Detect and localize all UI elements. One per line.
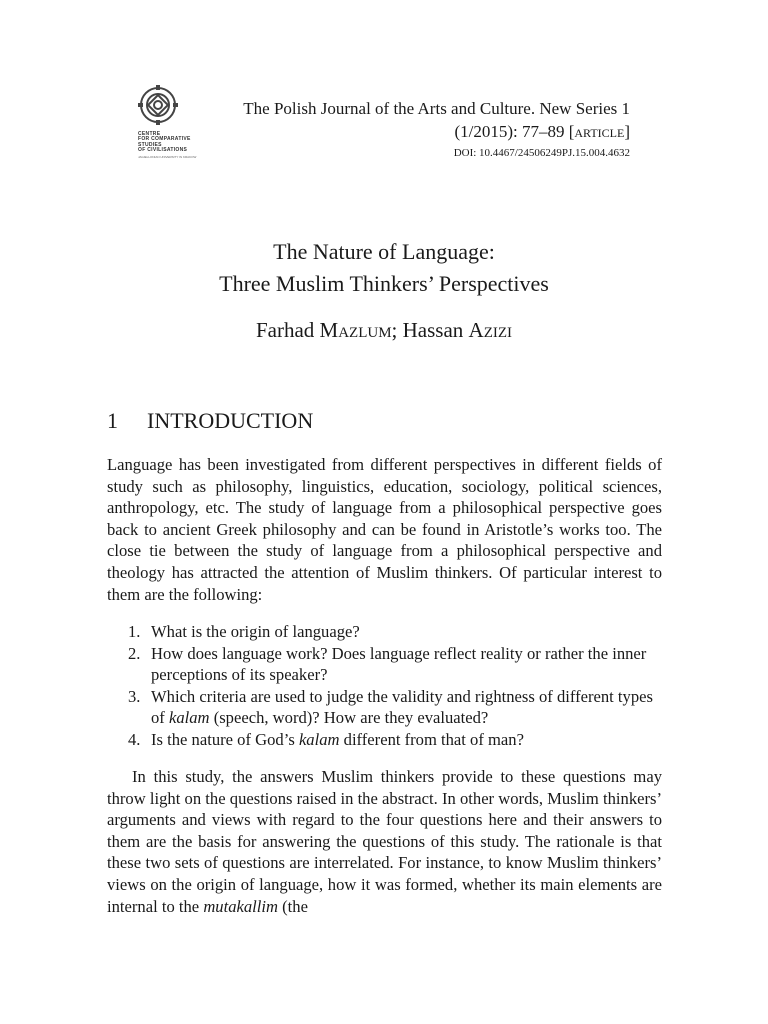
list-emphasis: kalam	[298, 729, 340, 749]
list-emphasis: kalam	[168, 708, 210, 728]
list-number: 2.	[128, 643, 141, 663]
list-text: Is the nature of God’s	[151, 729, 299, 749]
paragraph-2-tail: (the	[277, 896, 308, 916]
list-text: (speech, word)? How are they evaluated?	[209, 708, 489, 728]
author-2-last: Azizi	[468, 318, 513, 342]
paragraph-1: Language has been investigated from different perspectives in different fields of study such as philosophy, linguistics, education, sociology, political sciences, anthropology, etc. The study of language from a philosophical perspective goes back to ancient Greek philosophy and can be found in Aristotle’s works too. The close tie between the study of language from a philosophical perspective and theology has attracted the attention of Muslim thinkers. Of particular interest to them are the following:	[107, 455, 662, 604]
question-list	[128, 621, 668, 751]
list-text: different from that of man?	[339, 729, 524, 749]
journal-issue-prefix: (1/2015): 77–89 [	[454, 122, 575, 141]
section-number: 1	[107, 408, 118, 433]
list-text: How does language work? Does language reflect reality or rather the inner perceptions of its speaker?	[151, 643, 647, 685]
list-item	[128, 729, 668, 751]
doi-link[interactable]: DOI: 10.4467/24506249PJ.15.004.4632	[453, 147, 630, 159]
list-number: 4.	[128, 729, 141, 749]
list-item	[128, 643, 668, 686]
mandala-emblem-icon	[138, 84, 178, 126]
list-number: 3.	[128, 686, 141, 706]
author-1-last: Mazlum	[319, 318, 392, 342]
logo-line: CENTRE	[138, 131, 161, 137]
paragraph-2	[107, 766, 662, 917]
institution-logo	[134, 84, 210, 162]
paper-title	[0, 236, 768, 300]
journal-issue	[243, 120, 630, 143]
logo-line: OF CIVILISATIONS	[138, 147, 188, 154]
author-separator: ;	[391, 318, 398, 342]
logo-line: FOR COMPARATIVE	[138, 136, 191, 143]
title-line-1: The Nature of Language:	[273, 239, 495, 264]
list-item	[128, 686, 668, 729]
list-text: What is the origin of language?	[151, 622, 360, 641]
logo-caption	[138, 132, 191, 154]
logo-subcaption: JAGIELLONIAN UNIVERSITY IN KRAKOW	[138, 155, 197, 159]
author-list	[0, 316, 768, 344]
author-2-first: Hassan	[402, 318, 464, 342]
title-line-2: Three Muslim Thinkers’ Perspectives	[219, 271, 549, 296]
journal-title: The Polish Journal of the Arts and Culture. New Series 1	[243, 99, 630, 118]
section-heading	[107, 406, 313, 436]
section-title: INTRODUCTION	[147, 408, 314, 433]
paragraph-2-text: In this study, the answers Muslim thinkers provide to these questions may throw light on the questions raised in the abstract. In other words, Muslim thinkers’ arguments and views with regard to the four questions here and their answers to them are the basis for answering the questions of this study. The rationale is that these two sets of questions are interrelated. For instance, to know Muslim thinkers’ views on the origin of language, how it was formed, whether its main elements are internal to the	[107, 767, 662, 916]
list-text: Which criteria are used to judge the validity and rightness of different types of	[151, 686, 653, 728]
list-number: 1.	[128, 622, 141, 641]
journal-issue-suffix: ]	[624, 122, 630, 141]
article-tag: article	[574, 122, 625, 141]
paragraph-2-emphasis: mutakallim	[203, 896, 278, 916]
list-item	[128, 621, 668, 643]
logo-line: STUDIES	[138, 141, 162, 148]
journal-header	[243, 97, 630, 163]
author-1-first: Farhad	[255, 318, 315, 342]
